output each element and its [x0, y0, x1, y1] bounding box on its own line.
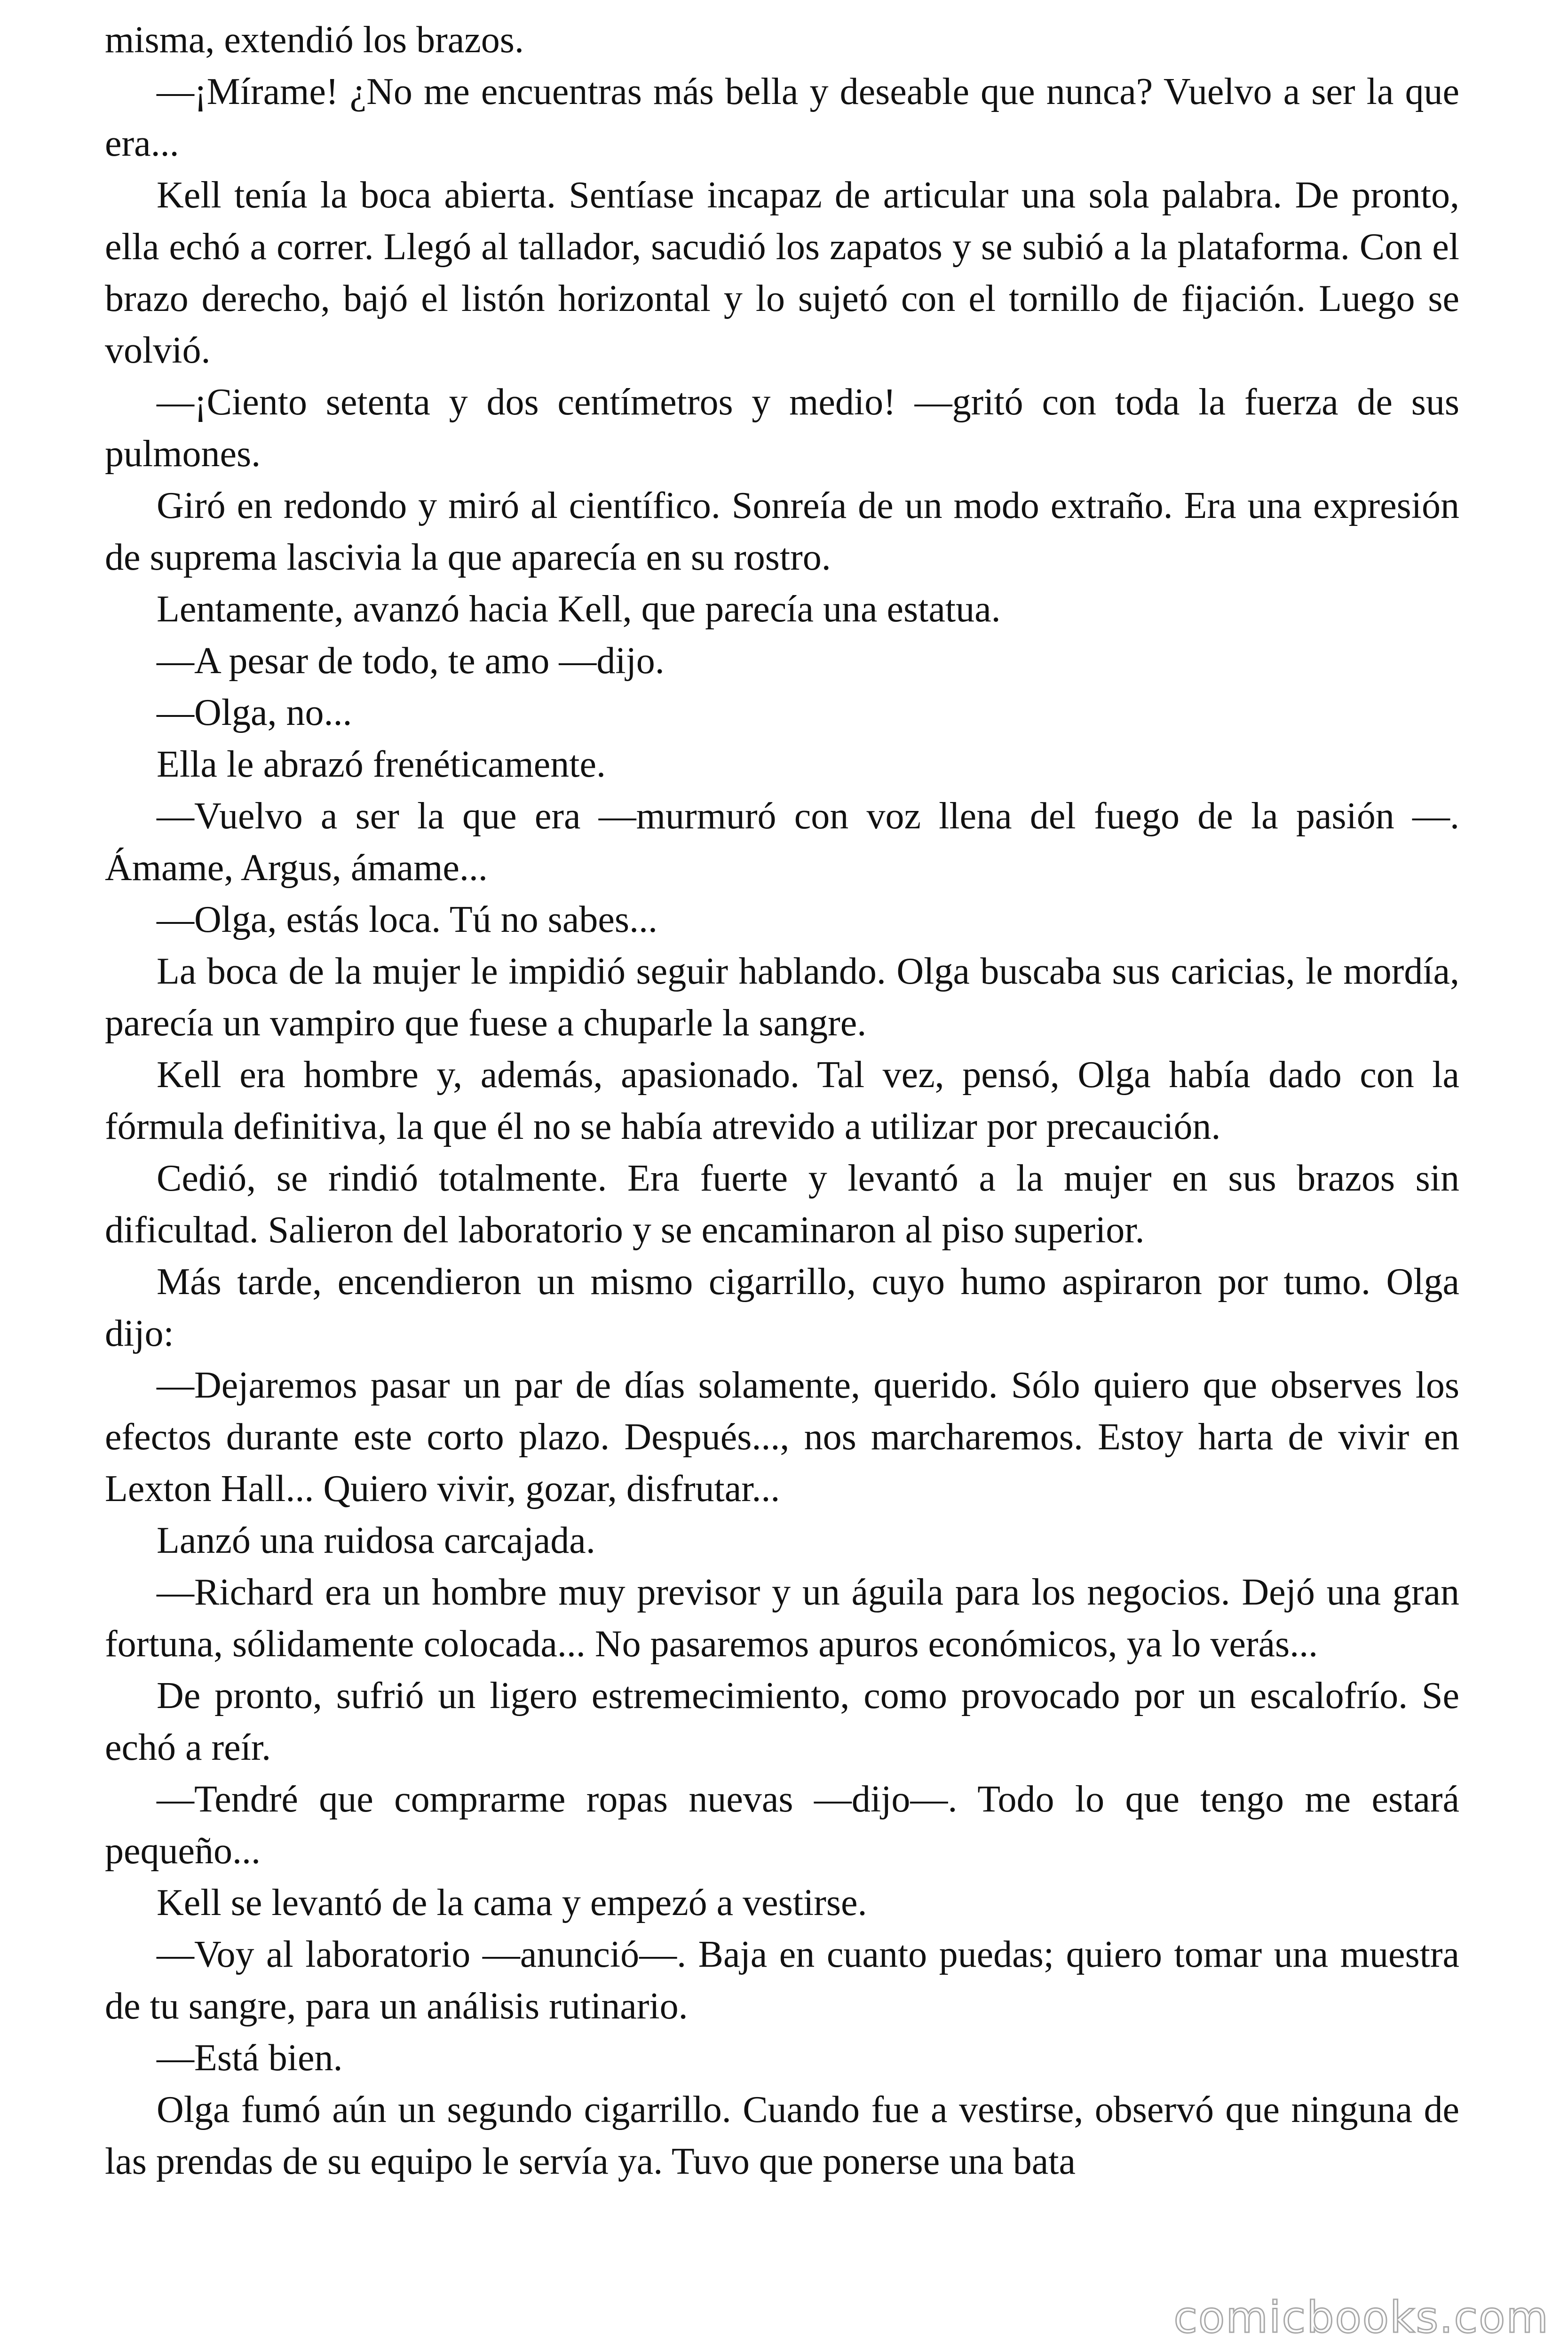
paragraph-16: —Dejaremos pasar un par de días solamente, querido. Sólo quiero que observes los efectos durante este corto plazo. Después..., nos marcharemos. Estoy harta de vivir en Lexton Hall... Quiero vivir, gozar, disfrutar... — [105, 1365, 1459, 1510]
paragraph-1: misma, extendió los brazos. — [105, 19, 524, 61]
paragraph-5: Giró en redondo y miró al científico. Sonreía de un modo extraño. Era una expresión de suprema lascivia la que aparecía en su rostro. — [105, 485, 1459, 578]
paragraph-11: —Olga, estás loca. Tú no sabes... — [157, 899, 657, 940]
document-page — [105, 14, 1459, 2319]
paragraph-13: Kell era hombre y, además, apasionado. Tal vez, pensó, Olga había dado con la fórmula definitiva, la que él no se había atrevido a utilizar por precaución. — [105, 1054, 1459, 1147]
paragraph-20: —Tendré que comprarme ropas nuevas —dijo—. Todo lo que tengo me estará pequeño... — [105, 1779, 1459, 1872]
paragraph-24: Olga fumó aún un segundo cigarrillo. Cuando fue a vestirse, observó que ninguna de las prendas de su equipo le servía ya. Tuvo que ponerse una bata — [105, 2089, 1459, 2182]
paragraph-3: Kell tenía la boca abierta. Sentíase incapaz de articular una sola palabra. De pronto, ella echó a correr. Llegó al tallador, sacudió los zapatos y se subió a la plataforma. Con el brazo derecho, bajó el listón horizontal y lo sujetó con el tornillo de fijación. Luego se volvió. — [105, 175, 1459, 371]
paragraph-8: —Olga, no... — [157, 692, 352, 733]
paragraph-19: De pronto, sufrió un ligero estremecimiento, como provocado por un escalofrío. Se echó a reír. — [105, 1675, 1459, 1768]
paragraph-6: Lentamente, avanzó hacia Kell, que parecía una estatua. — [157, 588, 1001, 630]
paragraph-4: —¡Ciento setenta y dos centímetros y medio! —gritó con toda la fuerza de sus pulmones. — [105, 381, 1459, 475]
paragraph-18: —Richard era un hombre muy previsor y un águila para los negocios. Dejó una gran fortuna, sólidamente colocada... No pasaremos apuros económicos, ya lo verás... — [105, 1572, 1459, 1665]
watermark: comicbooks.com — [1173, 2292, 1549, 2343]
paragraph-2: —¡Mírame! ¿No me encuentras más bella y deseable que nunca? Vuelvo a ser la que era... — [105, 71, 1459, 164]
paragraph-9: Ella le abrazó frenéticamente. — [157, 744, 606, 785]
paragraph-14: Cedió, se rindió totalmente. Era fuerte y levantó a la mujer en sus brazos sin dificultad. Salieron del laboratorio y se encaminaron al piso superior. — [105, 1158, 1459, 1251]
paragraph-12: La boca de la mujer le impidió seguir hablando. Olga buscaba sus caricias, le mordía, parecía un vampiro que fuese a chuparle la sangre. — [105, 951, 1459, 1044]
paragraph-22: —Voy al laboratorio —anunció—. Baja en cuanto puedas; quiero tomar una muestra de tu sangre, para un análisis rutinario. — [105, 1934, 1459, 2027]
paragraph-10: —Vuelvo a ser la que era —murmuró con voz llena del fuego de la pasión —. Ámame, Argus, ámame... — [105, 795, 1459, 889]
paragraph-7: —A pesar de todo, te amo —dijo. — [157, 640, 665, 682]
paragraph-17: Lanzó una ruidosa carcajada. — [157, 1520, 595, 1561]
paragraph-15: Más tarde, encendieron un mismo cigarrillo, cuyo humo aspiraron por tumo. Olga dijo: — [105, 1261, 1459, 1354]
paragraph-21: Kell se levantó de la cama y empezó a vestirse. — [157, 1882, 867, 1923]
paragraph-23: —Está bien. — [157, 2037, 343, 2079]
